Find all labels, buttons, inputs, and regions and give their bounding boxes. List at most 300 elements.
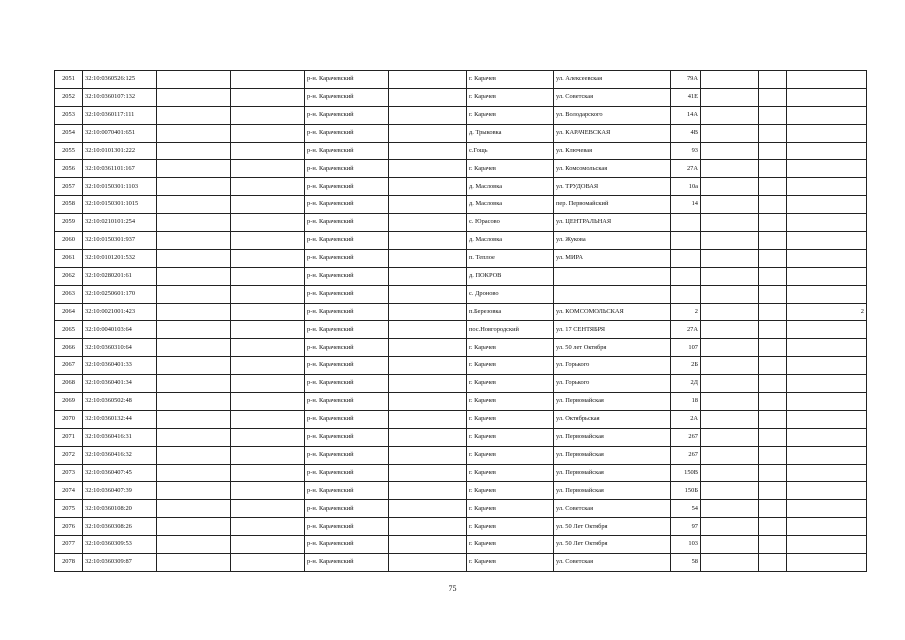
empty-cell (389, 178, 467, 196)
empty-cell (759, 196, 787, 214)
table-row (55, 160, 867, 178)
row-number: 2073 (55, 464, 83, 482)
empty-cell (701, 178, 759, 196)
empty-cell (701, 464, 759, 482)
row-number: 2057 (55, 178, 83, 196)
house-number: 103 (671, 536, 701, 554)
table-row (55, 285, 867, 303)
empty-cell (231, 267, 305, 285)
cadastral-number: 32:10:0360401:33 (83, 357, 157, 375)
house-number: 41Е (671, 88, 701, 106)
row-number: 2068 (55, 375, 83, 393)
empty-cell (157, 554, 231, 572)
house-number: 2Б (671, 357, 701, 375)
empty-cell (157, 88, 231, 106)
extra-value (787, 500, 867, 518)
empty-cell (759, 393, 787, 411)
locality: г. Карачев (467, 464, 554, 482)
table-row (55, 375, 867, 393)
empty-cell (157, 339, 231, 357)
house-number: 2А (671, 410, 701, 428)
extra-value (787, 554, 867, 572)
empty-cell (231, 196, 305, 214)
empty-cell (759, 232, 787, 250)
empty-cell (157, 249, 231, 267)
empty-cell (701, 249, 759, 267)
street: ул. Первомайская (554, 446, 671, 464)
street: ул. КАРАЧЕВСКАЯ (554, 124, 671, 142)
empty-cell (701, 106, 759, 124)
extra-value: 2 (787, 303, 867, 321)
row-number: 2074 (55, 482, 83, 500)
extra-value (787, 249, 867, 267)
empty-cell (157, 196, 231, 214)
empty-cell (231, 536, 305, 554)
empty-cell (759, 446, 787, 464)
locality: д. Трыковка (467, 124, 554, 142)
empty-cell (157, 375, 231, 393)
table-row (55, 393, 867, 411)
empty-cell (759, 88, 787, 106)
district: р-н. Карачевский (305, 232, 389, 250)
empty-cell (759, 106, 787, 124)
empty-cell (231, 339, 305, 357)
street: ул. Советская (554, 500, 671, 518)
table-row (55, 142, 867, 160)
empty-cell (759, 71, 787, 89)
table-row (55, 500, 867, 518)
empty-cell (157, 303, 231, 321)
parcel-table (54, 70, 867, 572)
table-row (55, 178, 867, 196)
extra-value (787, 232, 867, 250)
locality: пос.Новгородский (467, 321, 554, 339)
table-row (55, 482, 867, 500)
empty-cell (157, 482, 231, 500)
cadastral-number: 32:10:0361101:167 (83, 160, 157, 178)
row-number: 2065 (55, 321, 83, 339)
extra-value (787, 178, 867, 196)
locality: с. Дроново (467, 285, 554, 303)
district: р-н. Карачевский (305, 500, 389, 518)
empty-cell (701, 339, 759, 357)
street: ул. Октябрьская (554, 410, 671, 428)
empty-cell (231, 303, 305, 321)
empty-cell (759, 339, 787, 357)
empty-cell (231, 446, 305, 464)
locality: г. Карачев (467, 71, 554, 89)
empty-cell (389, 267, 467, 285)
empty-cell (759, 142, 787, 160)
empty-cell (231, 142, 305, 160)
table-row (55, 106, 867, 124)
empty-cell (389, 518, 467, 536)
district: р-н. Карачевский (305, 267, 389, 285)
cadastral-number: 32:10:0360407:39 (83, 482, 157, 500)
empty-cell (759, 214, 787, 232)
empty-cell (389, 339, 467, 357)
cadastral-number: 32:10:0280201:61 (83, 267, 157, 285)
empty-cell (231, 160, 305, 178)
extra-value (787, 142, 867, 160)
empty-cell (701, 500, 759, 518)
empty-cell (157, 124, 231, 142)
house-number: 267 (671, 428, 701, 446)
street: ул. ТРУДОВАЯ (554, 178, 671, 196)
empty-cell (389, 500, 467, 518)
empty-cell (389, 464, 467, 482)
empty-cell (701, 267, 759, 285)
empty-cell (759, 375, 787, 393)
table-row (55, 214, 867, 232)
house-number (671, 232, 701, 250)
empty-cell (157, 518, 231, 536)
empty-cell (157, 142, 231, 160)
empty-cell (701, 142, 759, 160)
empty-cell (389, 106, 467, 124)
empty-cell (759, 357, 787, 375)
house-number: 14 (671, 196, 701, 214)
empty-cell (759, 303, 787, 321)
empty-cell (759, 464, 787, 482)
street: ул. Советская (554, 554, 671, 572)
table-row (55, 464, 867, 482)
empty-cell (231, 88, 305, 106)
district: р-н. Карачевский (305, 142, 389, 160)
empty-cell (701, 232, 759, 250)
house-number: 14А (671, 106, 701, 124)
street: ул. Первомайская (554, 464, 671, 482)
empty-cell (231, 357, 305, 375)
empty-cell (157, 71, 231, 89)
empty-cell (759, 249, 787, 267)
empty-cell (389, 303, 467, 321)
table-row (55, 124, 867, 142)
house-number: 150В (671, 464, 701, 482)
empty-cell (701, 518, 759, 536)
district: р-н. Карачевский (305, 410, 389, 428)
empty-cell (759, 518, 787, 536)
district: р-н. Карачевский (305, 536, 389, 554)
cadastral-number: 32:10:0360117:111 (83, 106, 157, 124)
row-number: 2059 (55, 214, 83, 232)
district: р-н. Карачевский (305, 285, 389, 303)
house-number: 4В (671, 124, 701, 142)
empty-cell (389, 232, 467, 250)
district: р-н. Карачевский (305, 88, 389, 106)
table-row (55, 267, 867, 285)
cadastral-number: 32:10:0360416:32 (83, 446, 157, 464)
cadastral-number: 32:10:0070401:651 (83, 124, 157, 142)
street (554, 285, 671, 303)
row-number: 2061 (55, 249, 83, 267)
empty-cell (701, 554, 759, 572)
cadastral-number: 32:10:0360401:34 (83, 375, 157, 393)
empty-cell (701, 446, 759, 464)
empty-cell (231, 410, 305, 428)
district: р-н. Карачевский (305, 464, 389, 482)
empty-cell (157, 428, 231, 446)
locality: г. Карачев (467, 500, 554, 518)
street: ул. 50 лет Октября (554, 339, 671, 357)
empty-cell (759, 178, 787, 196)
district: р-н. Карачевский (305, 249, 389, 267)
extra-value (787, 357, 867, 375)
empty-cell (389, 536, 467, 554)
empty-cell (231, 124, 305, 142)
empty-cell (157, 285, 231, 303)
locality: п. Теплое (467, 249, 554, 267)
empty-cell (701, 303, 759, 321)
empty-cell (231, 106, 305, 124)
district: р-н. Карачевский (305, 106, 389, 124)
empty-cell (759, 428, 787, 446)
cadastral-number: 32:10:0360309:87 (83, 554, 157, 572)
locality: г. Карачев (467, 88, 554, 106)
house-number: 97 (671, 518, 701, 536)
empty-cell (231, 482, 305, 500)
district: р-н. Карачевский (305, 446, 389, 464)
locality: г. Карачев (467, 393, 554, 411)
table-row (55, 88, 867, 106)
locality: д. ПОКРОВ (467, 267, 554, 285)
extra-value (787, 88, 867, 106)
empty-cell (231, 375, 305, 393)
empty-cell (231, 214, 305, 232)
empty-cell (231, 428, 305, 446)
row-number: 2054 (55, 124, 83, 142)
house-number: 54 (671, 500, 701, 518)
street: ул. Первомайская (554, 428, 671, 446)
street: ул. Горького (554, 357, 671, 375)
house-number: 27А (671, 160, 701, 178)
empty-cell (759, 124, 787, 142)
empty-cell (157, 536, 231, 554)
empty-cell (759, 267, 787, 285)
locality: д. Масловка (467, 232, 554, 250)
empty-cell (231, 71, 305, 89)
empty-cell (389, 554, 467, 572)
empty-cell (389, 142, 467, 160)
table-row (55, 428, 867, 446)
cadastral-number: 32:10:0101301:222 (83, 142, 157, 160)
empty-cell (759, 500, 787, 518)
street: ул. Комсомольская (554, 160, 671, 178)
district: р-н. Карачевский (305, 160, 389, 178)
extra-value (787, 446, 867, 464)
locality: г. Карачев (467, 410, 554, 428)
street: ул. 17 СЕНТЯБРЯ (554, 321, 671, 339)
locality: г. Карачев (467, 446, 554, 464)
house-number: 18 (671, 393, 701, 411)
cadastral-number: 32:10:0360108:20 (83, 500, 157, 518)
extra-value (787, 160, 867, 178)
row-number: 2062 (55, 267, 83, 285)
empty-cell (157, 178, 231, 196)
house-number: 267 (671, 446, 701, 464)
street: ул. Первомайская (554, 393, 671, 411)
district: р-н. Карачевский (305, 393, 389, 411)
empty-cell (759, 321, 787, 339)
extra-value (787, 267, 867, 285)
district: р-н. Карачевский (305, 303, 389, 321)
empty-cell (389, 196, 467, 214)
house-number: 2 (671, 303, 701, 321)
cadastral-number: 32:10:0210101:254 (83, 214, 157, 232)
row-number: 2076 (55, 518, 83, 536)
locality: с. Юрасово (467, 214, 554, 232)
extra-value (787, 214, 867, 232)
empty-cell (389, 321, 467, 339)
table-row (55, 536, 867, 554)
table-row (55, 321, 867, 339)
cadastral-number: 32:10:0250601:170 (83, 285, 157, 303)
locality: г. Карачев (467, 160, 554, 178)
street: ул. Ключевая (554, 142, 671, 160)
empty-cell (701, 71, 759, 89)
street: ул. КОМСОМОЛЬСКАЯ (554, 303, 671, 321)
empty-cell (157, 410, 231, 428)
district: р-н. Карачевский (305, 428, 389, 446)
row-number: 2063 (55, 285, 83, 303)
empty-cell (701, 285, 759, 303)
street: ул. Горького (554, 375, 671, 393)
empty-cell (759, 482, 787, 500)
house-number (671, 214, 701, 232)
street: ул. Володарского (554, 106, 671, 124)
house-number: 93 (671, 142, 701, 160)
street: ул. Первомайская (554, 482, 671, 500)
table-row (55, 196, 867, 214)
extra-value (787, 196, 867, 214)
cadastral-number: 32:10:0360132:44 (83, 410, 157, 428)
district: р-н. Карачевский (305, 375, 389, 393)
street: ул. МИРА (554, 249, 671, 267)
empty-cell (389, 124, 467, 142)
empty-cell (231, 285, 305, 303)
house-number: 2Д (671, 375, 701, 393)
district: р-н. Карачевский (305, 357, 389, 375)
extra-value (787, 482, 867, 500)
cadastral-number: 32:10:0360407:45 (83, 464, 157, 482)
row-number: 2052 (55, 88, 83, 106)
empty-cell (231, 178, 305, 196)
locality: с.Гощь (467, 142, 554, 160)
extra-value (787, 106, 867, 124)
extra-value (787, 339, 867, 357)
locality: г. Карачев (467, 518, 554, 536)
empty-cell (759, 554, 787, 572)
district: р-н. Карачевский (305, 178, 389, 196)
empty-cell (389, 482, 467, 500)
empty-cell (701, 428, 759, 446)
row-number: 2066 (55, 339, 83, 357)
street: ул. ЦЕНТРАЛЬНАЯ (554, 214, 671, 232)
empty-cell (157, 232, 231, 250)
house-number (671, 267, 701, 285)
row-number: 2058 (55, 196, 83, 214)
empty-cell (701, 375, 759, 393)
empty-cell (389, 357, 467, 375)
empty-cell (231, 232, 305, 250)
row-number: 2056 (55, 160, 83, 178)
table-row (55, 71, 867, 89)
empty-cell (389, 375, 467, 393)
empty-cell (701, 357, 759, 375)
street: ул. Жукова (554, 232, 671, 250)
extra-value (787, 393, 867, 411)
street: пер. Первомайский (554, 196, 671, 214)
empty-cell (701, 410, 759, 428)
district: р-н. Карачевский (305, 321, 389, 339)
district: р-н. Карачевский (305, 214, 389, 232)
table-row (55, 339, 867, 357)
table-body (55, 71, 867, 572)
table-row (55, 446, 867, 464)
locality: г. Карачев (467, 554, 554, 572)
house-number: 58 (671, 554, 701, 572)
house-number: 27А (671, 321, 701, 339)
empty-cell (389, 214, 467, 232)
row-number: 2072 (55, 446, 83, 464)
district: р-н. Карачевский (305, 482, 389, 500)
empty-cell (157, 500, 231, 518)
locality: г. Карачев (467, 357, 554, 375)
empty-cell (701, 482, 759, 500)
cadastral-number: 32:10:0360309:53 (83, 536, 157, 554)
street (554, 267, 671, 285)
row-number: 2053 (55, 106, 83, 124)
empty-cell (157, 393, 231, 411)
row-number: 2071 (55, 428, 83, 446)
table-row (55, 357, 867, 375)
extra-value (787, 464, 867, 482)
locality: г. Карачев (467, 536, 554, 554)
empty-cell (157, 446, 231, 464)
house-number: 10а (671, 178, 701, 196)
cadastral-number: 32:10:0150301:1103 (83, 178, 157, 196)
house-number: 79А (671, 71, 701, 89)
table-row (55, 303, 867, 321)
extra-value (787, 321, 867, 339)
extra-value (787, 375, 867, 393)
locality: г. Карачев (467, 375, 554, 393)
empty-cell (231, 554, 305, 572)
empty-cell (701, 124, 759, 142)
extra-value (787, 285, 867, 303)
empty-cell (701, 214, 759, 232)
table-row (55, 249, 867, 267)
empty-cell (231, 464, 305, 482)
locality: г. Карачев (467, 428, 554, 446)
district: р-н. Карачевский (305, 554, 389, 572)
empty-cell (157, 106, 231, 124)
extra-value (787, 124, 867, 142)
district: р-н. Карачевский (305, 339, 389, 357)
empty-cell (701, 536, 759, 554)
empty-cell (157, 357, 231, 375)
empty-cell (157, 160, 231, 178)
locality: г. Карачев (467, 482, 554, 500)
empty-cell (157, 464, 231, 482)
extra-value (787, 410, 867, 428)
row-number: 2077 (55, 536, 83, 554)
empty-cell (701, 393, 759, 411)
empty-cell (389, 428, 467, 446)
row-number: 2051 (55, 71, 83, 89)
district: р-н. Карачевский (305, 196, 389, 214)
table-row (55, 410, 867, 428)
